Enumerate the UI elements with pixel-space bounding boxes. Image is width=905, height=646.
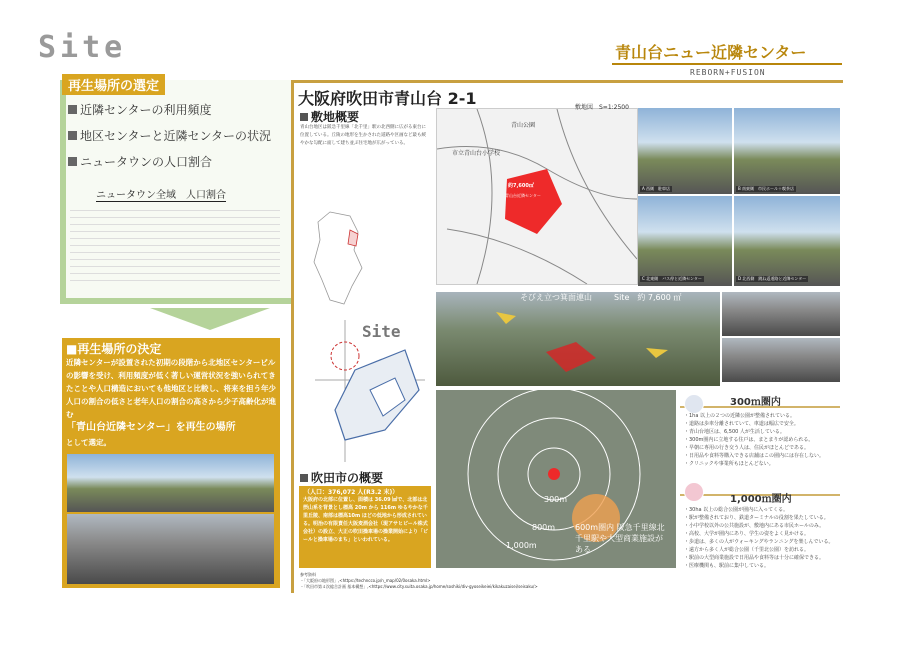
map-label-center: 青山台近隣センター xyxy=(505,193,541,198)
aerial-view xyxy=(436,292,720,386)
table-row xyxy=(70,211,280,218)
reason-item: 近隣センターの利用頻度 xyxy=(68,101,212,118)
overview-heading: 敷地概要 xyxy=(300,108,359,125)
table-row xyxy=(70,239,280,246)
photo-d-caption: D 北西側 跳ね返道路と近隣センター xyxy=(738,276,807,281)
table-row xyxy=(70,246,280,253)
site-location-map xyxy=(315,320,425,462)
decision-highlight: 「青山台近隣センター」を再生の場所 xyxy=(66,422,236,433)
model-view-a xyxy=(722,292,840,336)
site-address: 大阪府吹田市青山台 2-1 xyxy=(298,89,477,108)
ring-label-1000: 1,000m xyxy=(506,541,537,550)
site-circle-icon xyxy=(684,482,704,502)
model-view-b xyxy=(722,338,840,382)
r300-heading: 300ｍ圏内 xyxy=(730,397,781,408)
table-row xyxy=(70,267,280,274)
selection-heading: 再生場所の選定 xyxy=(62,74,165,95)
bullet-icon xyxy=(68,157,77,166)
photo-a xyxy=(638,108,732,194)
map-label-area: 約7,600㎡ xyxy=(508,183,534,189)
table-row xyxy=(70,274,280,281)
ring-label-300: 300m xyxy=(544,495,568,504)
station-note: 600m圏内 阪急千里線北千里駅や大型商業施設がある xyxy=(575,523,665,554)
arcade-photo xyxy=(67,514,274,584)
references: 参考資料 ・「大阪府の地形図」,<https://techncco.jp/n_map/02/0osaka.html> ・「吹田市第４次総合計画 基本構想」,<https://www.city.suita.osaka.jp/home/soshiki/div-gyoseikeiei/kikakuzaisei/seisaku/> xyxy=(300,572,538,589)
suita-heading: 吹田市の概要 xyxy=(300,469,383,486)
site-marker-label: Site xyxy=(362,322,401,341)
down-arrow-icon xyxy=(150,308,270,330)
decision-tail: として選定。 xyxy=(66,438,111,447)
reason-item: ニュータウンの人口割合 xyxy=(68,153,212,170)
table-row xyxy=(70,253,280,260)
page-subtitle: REBORN+FUSION xyxy=(690,68,766,77)
r300-points: ・1ha 以上の２つの近隣公園が整備されている。 ・道路は歩車分離されていて、車道は幅広で安全。 ・青山台地区は、6,500 人が生活している。 ・300m圏内に立地する住戸は、まとまりが認められる。 ・早朝に専用の行き交う人は、住民がほとんどである。 ・日用品や食料等購入できる店舗はこの圏内には存在しない。 ・クリニックや事業所もほとんどない。 xyxy=(684,413,825,467)
site-logo: Site xyxy=(38,30,127,65)
population-table xyxy=(70,204,280,281)
decision-text: 近隣センターが設置された初期の段階から北地区センタービルの影響を受け、利用頻度が低く著しい運営状況を強いられてきたことや人口構造においても他地区と比較し、将来を担う年少人口の割合の低さと老年人口の割合の高さから少子高齢化が進む xyxy=(66,358,276,419)
map-label-school: 市立青山台小学校 xyxy=(452,150,501,157)
suita-population: （人口：376,072 人(R3.2 末)） xyxy=(304,489,399,496)
suita-text: 大阪府の北部に位置し、面積は 36.09 ㎢で、北部は北摂山系を背景とし標高 20m から 116m ゆるやかな千里丘陵、南部は標高10m ほどの低地から形成されている。明治の有限責任大阪麦酒会社（現アサヒビール株式会社）の設立、大正の吹田操車場の操業開始により「ビールと操車場のまち」といわれている。 xyxy=(303,497,429,543)
photo-d xyxy=(734,196,840,286)
osaka-map xyxy=(300,210,378,308)
photo-b xyxy=(734,108,840,194)
map-caption: 敷地図 S=1:2500 xyxy=(575,104,629,111)
r1000-heading: 1,000ｍ圏内 xyxy=(730,494,792,505)
bullet-icon xyxy=(68,105,77,114)
photo-c-caption: C 北東側 バス停と近隣センター xyxy=(642,276,702,281)
center-photo xyxy=(67,454,274,512)
map-label-park: 青山公園 xyxy=(511,122,536,129)
table-row xyxy=(70,260,280,267)
decision-heading: ■再生場所の決定 xyxy=(66,342,162,356)
aerial-caption: そびえ立つ箕面連山 xyxy=(520,293,592,302)
photo-c xyxy=(638,196,732,286)
photo-b-caption: B 南東側 市民ホール＋喫茶店 xyxy=(738,186,794,191)
table-row xyxy=(70,232,280,239)
aerial-site-label: Site 約 7,600 ㎡ xyxy=(614,293,682,302)
reason-item: 地区センターと近隣センターの状況 xyxy=(68,127,271,144)
site-circle-icon xyxy=(684,394,704,414)
photo-a-caption: A 西側 駐車店 xyxy=(642,186,671,191)
overview-text: 青山台地区は阪急千里線「北千里」駅の北西側に広がる東台に位置している。丘陵の地形を生かされた道路や区画など最も緩やかな勾配に面して建ち並ぶ住宅地が広がっている。 xyxy=(300,125,426,146)
r1000-points: ・30ha 以上の総合公園が圏内に入ってくる。 ・駅が整備されており、鉄道ターミナルの役割を果たしている。 ・小中学校以外の公共施設が、敷地内にある市民ホールのみ。 ・高校、大学が圏内にあり、学生の姿をよく見かける。 ・歩道は、多くの人がウォーキングやランニングを楽しんでいる。 ・遠方から多く人が総合公園（千里北公園）を訪れる。 ・駅前の大型商業施設で日用品や食料等は十分に確保できる。 ・医療機関も、駅前に集中している。 xyxy=(684,507,834,569)
page-title: 青山台ニュー近隣センター xyxy=(615,43,807,62)
table-row xyxy=(70,218,280,225)
population-table-title: ニュータウン全域 人口割合 xyxy=(96,186,226,202)
title-rule xyxy=(612,63,842,65)
bullet-icon xyxy=(68,131,77,140)
table-row xyxy=(70,225,280,232)
ring-label-800: 800m xyxy=(532,523,556,532)
